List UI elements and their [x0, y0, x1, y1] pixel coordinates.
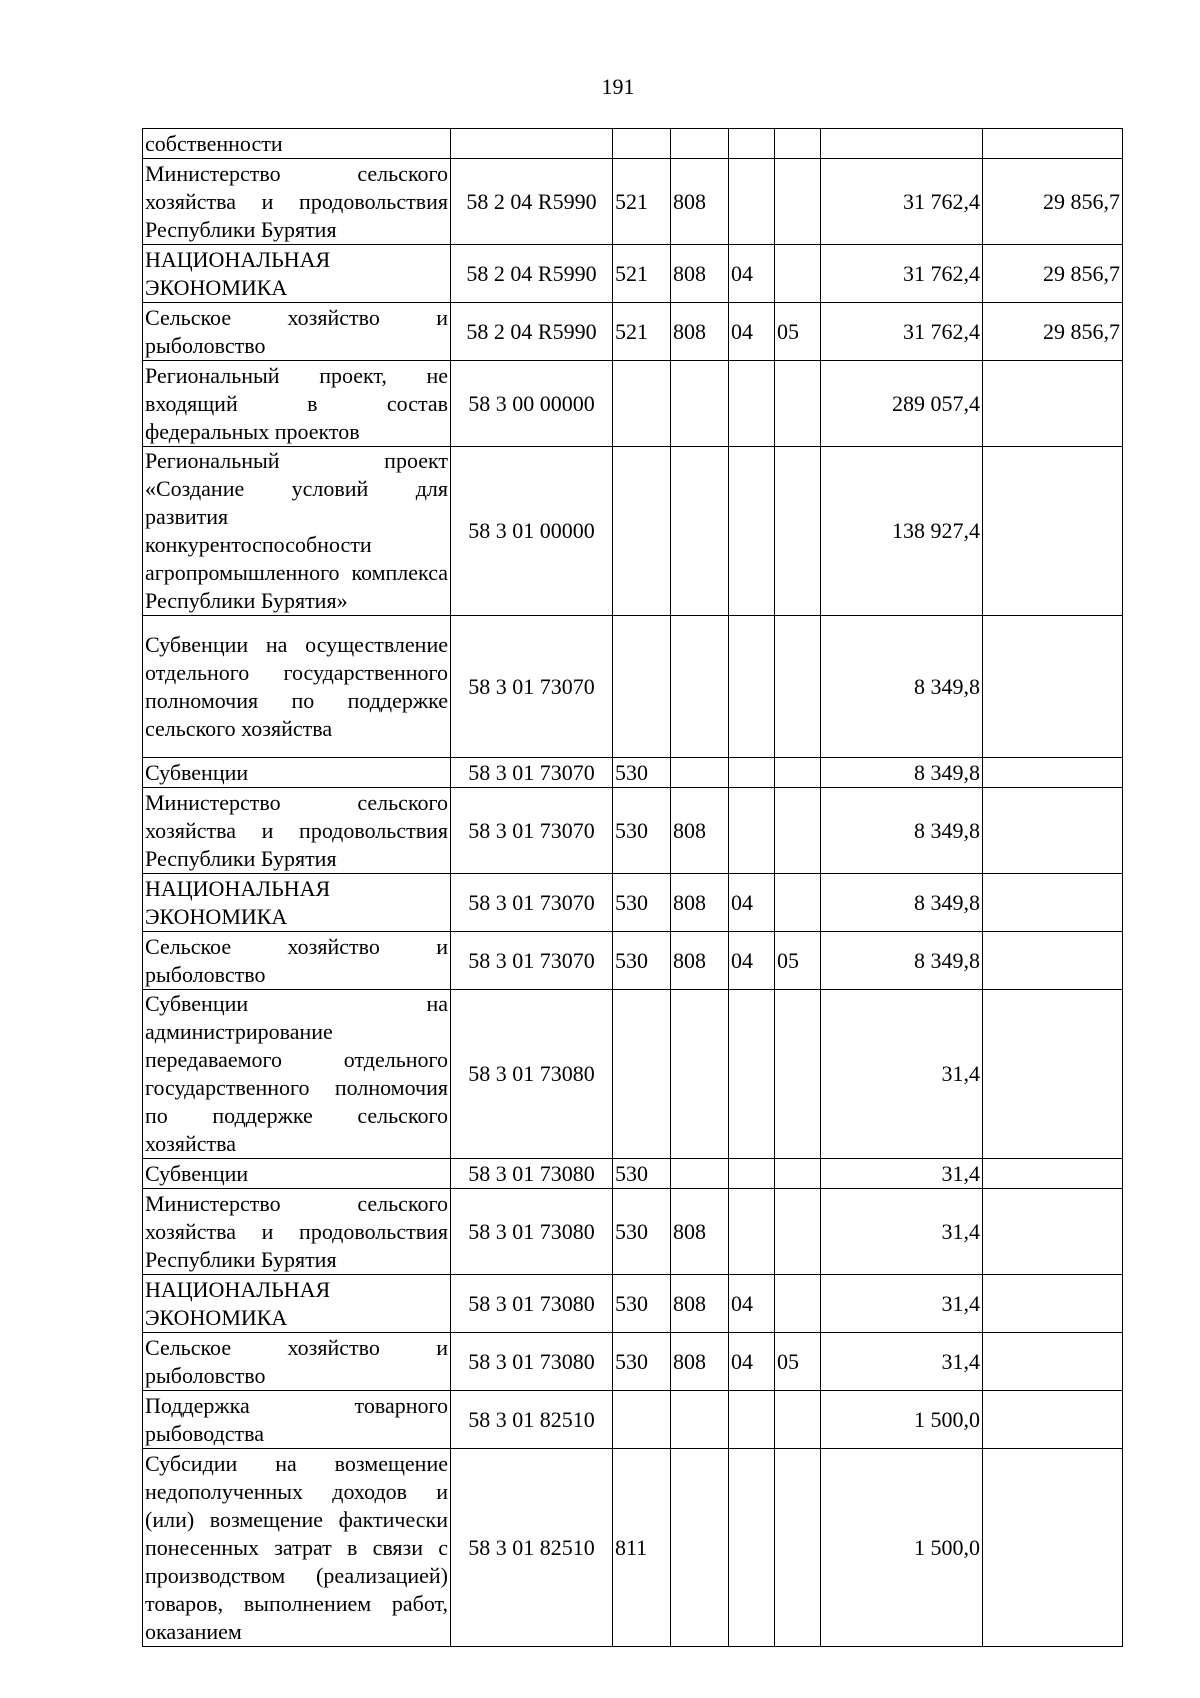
row-expense-type: 530	[613, 758, 671, 788]
row-amount-2	[983, 1159, 1123, 1189]
row-expense-type: 521	[613, 303, 671, 361]
row-target-code: 58 3 01 73080	[451, 1189, 613, 1275]
row-target-code: 58 2 04 R5990	[451, 245, 613, 303]
row-target-code: 58 3 01 73070	[451, 616, 613, 758]
row-name: Министерство сельского хозяйства и продовольствия Республики Бурятия	[143, 159, 451, 245]
row-subsection	[775, 874, 821, 932]
row-amount-1: 1 500,0	[821, 1391, 983, 1449]
row-ministry-code: 808	[671, 245, 729, 303]
row-section	[729, 447, 775, 616]
row-expense-type: 521	[613, 245, 671, 303]
table-row	[143, 1391, 1123, 1449]
row-section: 04	[729, 245, 775, 303]
row-target-code: 58 3 01 00000	[451, 447, 613, 616]
row-amount-2	[983, 1275, 1123, 1333]
row-amount-1: 138 927,4	[821, 447, 983, 616]
row-amount-1: 31 762,4	[821, 245, 983, 303]
row-subsection	[775, 1189, 821, 1275]
row-subsection: 05	[775, 932, 821, 990]
row-name: НАЦИОНАЛЬНАЯ ЭКОНОМИКА	[143, 874, 451, 932]
row-target-code: 58 3 01 82510	[451, 1391, 613, 1449]
row-amount-2	[983, 361, 1123, 447]
row-name: НАЦИОНАЛЬНАЯ ЭКОНОМИКА	[143, 1275, 451, 1333]
row-subsection	[775, 758, 821, 788]
row-amount-1: 31,4	[821, 1159, 983, 1189]
row-name: Министерство сельского хозяйства и продовольствия Республики Бурятия	[143, 788, 451, 874]
row-ministry-code: 808	[671, 303, 729, 361]
row-section	[729, 1449, 775, 1647]
row-expense-type: 530	[613, 874, 671, 932]
row-target-code: 58 2 04 R5990	[451, 159, 613, 245]
row-amount-1: 31,4	[821, 1189, 983, 1275]
row-section: 04	[729, 1275, 775, 1333]
table-row	[143, 1275, 1123, 1333]
row-target-code: 58 3 01 73080	[451, 1159, 613, 1189]
row-amount-1: 31,4	[821, 990, 983, 1159]
row-ministry-code	[671, 616, 729, 758]
row-section	[729, 788, 775, 874]
row-expense-type	[613, 990, 671, 1159]
table-row	[143, 159, 1123, 245]
budget-table	[142, 128, 1123, 1647]
table-row	[143, 874, 1123, 932]
row-name: Сельское хозяйство и рыболовство	[143, 1333, 451, 1391]
row-subsection	[775, 1449, 821, 1647]
row-amount-2: 29 856,7	[983, 245, 1123, 303]
table-row	[143, 129, 1123, 159]
row-name: Субвенции	[143, 758, 451, 788]
row-target-code: 58 3 01 73080	[451, 1333, 613, 1391]
row-subsection	[775, 245, 821, 303]
row-name: Субвенции на осуществление отдельного государственного полномочия по поддержке сельского хозяйства	[143, 616, 451, 758]
row-amount-2	[983, 874, 1123, 932]
row-amount-1: 31,4	[821, 1275, 983, 1333]
row-amount-1: 8 349,8	[821, 616, 983, 758]
row-name: собственности	[143, 129, 451, 159]
row-subsection	[775, 447, 821, 616]
row-section: 04	[729, 303, 775, 361]
row-section	[729, 758, 775, 788]
row-amount-2	[983, 129, 1123, 159]
table-row	[143, 303, 1123, 361]
table-row	[143, 758, 1123, 788]
row-amount-2: 29 856,7	[983, 159, 1123, 245]
row-amount-2	[983, 788, 1123, 874]
row-ministry-code	[671, 1449, 729, 1647]
row-target-code: 58 2 04 R5990	[451, 303, 613, 361]
row-amount-1: 31 762,4	[821, 159, 983, 245]
row-name: НАЦИОНАЛЬНАЯ ЭКОНОМИКА	[143, 245, 451, 303]
row-subsection	[775, 788, 821, 874]
row-section: 04	[729, 874, 775, 932]
row-subsection: 05	[775, 303, 821, 361]
row-amount-2	[983, 1189, 1123, 1275]
row-ministry-code	[671, 990, 729, 1159]
row-section	[729, 361, 775, 447]
row-target-code: 58 3 01 73080	[451, 990, 613, 1159]
row-ministry-code	[671, 1159, 729, 1189]
row-section	[729, 129, 775, 159]
row-ministry-code: 808	[671, 932, 729, 990]
row-amount-1: 31,4	[821, 1333, 983, 1391]
row-expense-type: 530	[613, 932, 671, 990]
table-row	[143, 1189, 1123, 1275]
row-ministry-code: 808	[671, 1189, 729, 1275]
row-ministry-code: 808	[671, 1333, 729, 1391]
row-amount-2	[983, 932, 1123, 990]
page-number: 191	[601, 74, 635, 99]
row-subsection	[775, 129, 821, 159]
row-name: Сельское хозяйство и рыболовство	[143, 932, 451, 990]
row-section: 04	[729, 932, 775, 990]
row-expense-type: 530	[613, 1333, 671, 1391]
row-subsection	[775, 1159, 821, 1189]
row-name: Субсидии на возмещение недополученных доходов и (или) возмещение фактически понесенных затрат в связи с производством (реализацией) товаров, выполнением работ, оказанием	[143, 1449, 451, 1647]
row-ministry-code	[671, 447, 729, 616]
table-row	[143, 1449, 1123, 1647]
row-section: 04	[729, 1333, 775, 1391]
row-name: Министерство сельского хозяйства и продовольствия Республики Бурятия	[143, 1189, 451, 1275]
row-ministry-code	[671, 129, 729, 159]
row-subsection	[775, 990, 821, 1159]
row-expense-type: 811	[613, 1449, 671, 1647]
row-section	[729, 1391, 775, 1449]
row-ministry-code: 808	[671, 874, 729, 932]
row-target-code: 58 3 01 82510	[451, 1449, 613, 1647]
table-row	[143, 1333, 1123, 1391]
row-target-code: 58 3 01 73070	[451, 932, 613, 990]
row-subsection	[775, 361, 821, 447]
row-name: Поддержка товарного рыбоводства	[143, 1391, 451, 1449]
table-row	[143, 245, 1123, 303]
row-amount-2	[983, 758, 1123, 788]
row-expense-type	[613, 616, 671, 758]
row-name: Субвенции на администрирование передаваемого отдельного государственного полномочия по поддержке сельского хозяйства	[143, 990, 451, 1159]
row-amount-2	[983, 1333, 1123, 1391]
row-amount-1: 31 762,4	[821, 303, 983, 361]
row-expense-type	[613, 447, 671, 616]
row-target-code: 58 3 01 73070	[451, 874, 613, 932]
row-amount-1: 8 349,8	[821, 788, 983, 874]
row-name: Субвенции	[143, 1159, 451, 1189]
row-subsection	[775, 1391, 821, 1449]
row-amount-2: 29 856,7	[983, 303, 1123, 361]
row-subsection	[775, 159, 821, 245]
row-expense-type	[613, 361, 671, 447]
row-ministry-code	[671, 758, 729, 788]
row-section	[729, 990, 775, 1159]
row-name: Региональный проект «Создание условий для развития конкурентоспособности агропромышленного комплекса Республики Бурятия»	[143, 447, 451, 616]
row-target-code: 58 3 00 00000	[451, 361, 613, 447]
row-subsection	[775, 1275, 821, 1333]
row-section	[729, 1189, 775, 1275]
row-ministry-code	[671, 361, 729, 447]
row-amount-1: 289 057,4	[821, 361, 983, 447]
row-expense-type: 530	[613, 1159, 671, 1189]
row-target-code: 58 3 01 73080	[451, 1275, 613, 1333]
row-ministry-code: 808	[671, 1275, 729, 1333]
row-expense-type: 530	[613, 1189, 671, 1275]
table-row	[143, 447, 1123, 616]
row-ministry-code: 808	[671, 788, 729, 874]
row-amount-2	[983, 447, 1123, 616]
row-amount-2	[983, 990, 1123, 1159]
row-section	[729, 159, 775, 245]
row-expense-type: 530	[613, 1275, 671, 1333]
table-row	[143, 932, 1123, 990]
table-row	[143, 1159, 1123, 1189]
row-expense-type: 530	[613, 788, 671, 874]
row-target-code: 58 3 01 73070	[451, 788, 613, 874]
row-target-code: 58 3 01 73070	[451, 758, 613, 788]
row-subsection	[775, 616, 821, 758]
row-amount-2	[983, 1449, 1123, 1647]
row-expense-type: 521	[613, 159, 671, 245]
row-name: Региональный проект, не входящий в состав федеральных проектов	[143, 361, 451, 447]
row-amount-2	[983, 1391, 1123, 1449]
row-target-code	[451, 129, 613, 159]
row-amount-1	[821, 129, 983, 159]
row-expense-type	[613, 1391, 671, 1449]
row-amount-1: 8 349,8	[821, 758, 983, 788]
row-amount-1: 8 349,8	[821, 932, 983, 990]
row-amount-1: 1 500,0	[821, 1449, 983, 1647]
row-subsection: 05	[775, 1333, 821, 1391]
table-row	[143, 361, 1123, 447]
row-section	[729, 1159, 775, 1189]
row-ministry-code: 808	[671, 159, 729, 245]
row-amount-2	[983, 616, 1123, 758]
table-row	[143, 990, 1123, 1159]
row-name: Сельское хозяйство и рыболовство	[143, 303, 451, 361]
table-row	[143, 616, 1123, 758]
row-amount-1: 8 349,8	[821, 874, 983, 932]
row-ministry-code	[671, 1391, 729, 1449]
table-row	[143, 788, 1123, 874]
row-expense-type	[613, 129, 671, 159]
row-section	[729, 616, 775, 758]
